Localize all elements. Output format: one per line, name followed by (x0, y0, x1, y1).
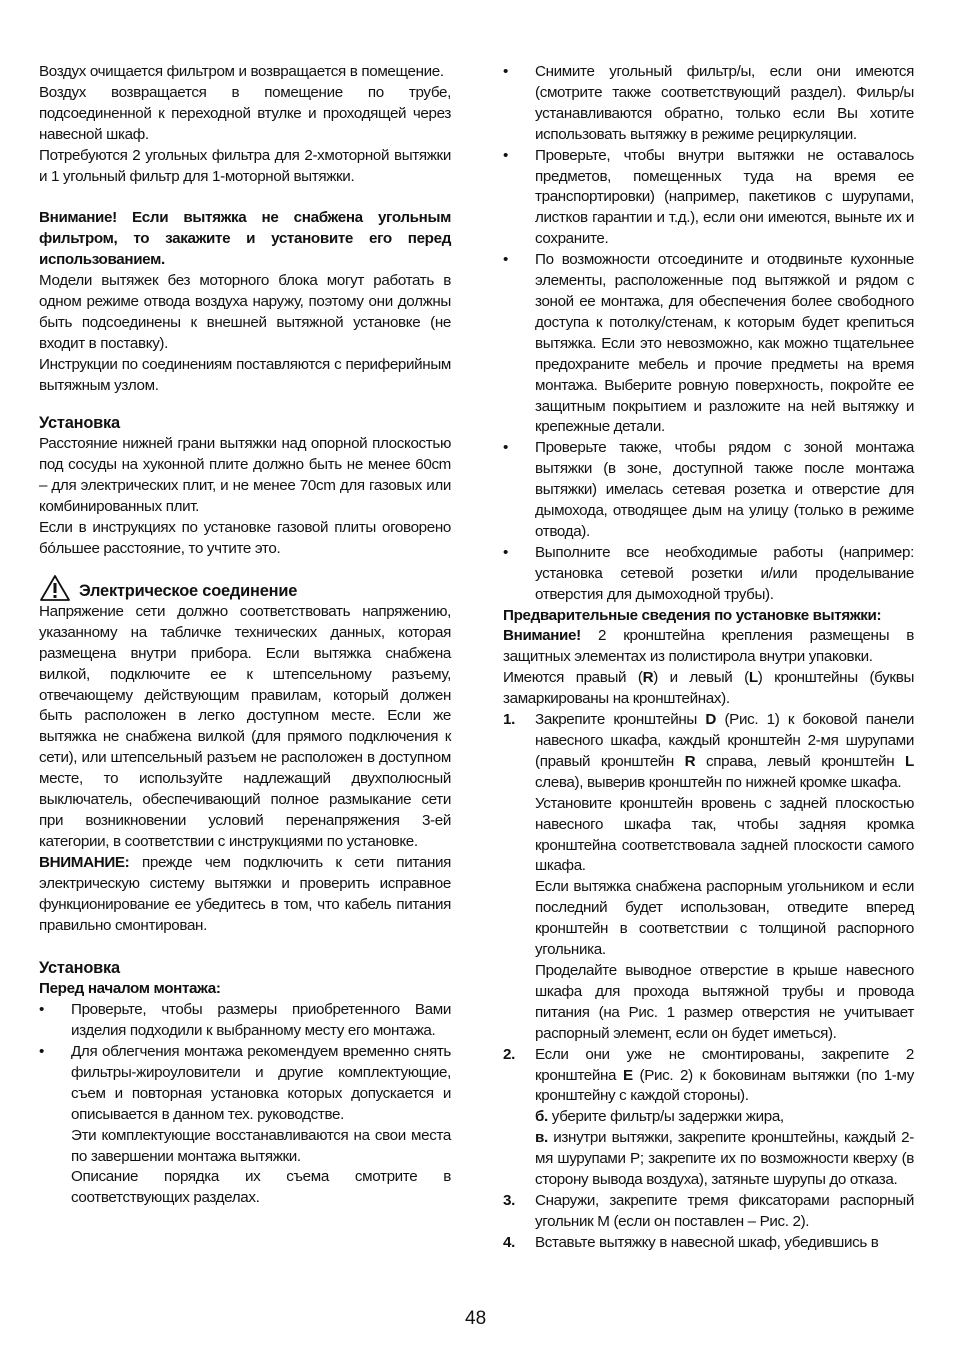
models-paragraph: Модели вытяжек без моторного блока могут работать в одном режиме отвода воздуха наружу, поэтому они должны быть подсоединены к внешней вытяжной установке (не входит в поставку). (39, 272, 451, 352)
before-install-title: Перед началом монтажа: (39, 980, 221, 998)
prelim-paragraph: Внимание! 2 кронштейна крепления размещены в защитных элементах из полистирола внутри упаковки. (503, 627, 914, 666)
bullet-mark: • (39, 1043, 44, 1061)
step-4: 4. Вставьте вытяжку в навесной шкаф, убедившись в (503, 1233, 879, 1251)
list-item: • Для облегчения монтажа рекомендуем временно снять фильтры-жироуловители и другие комплектующие, съем и повторная установка которых допускается и описывается в данном тех. руководстве. Эти комплектующие восстанавливаются на свои места по завершении монтажа вытяжки. Описание порядка их съема смотрите в соответствующих разделах. (39, 1043, 451, 1207)
install-distance-paragraph: Расстояние нижней грани вытяжки над опорной плоскостью под сосуды на хуконной плите должно быть не менее 60cm – для электрических плит, и не менее 70cm для газовых или комбинированных плит. (39, 435, 451, 516)
electric-paragraph: Напряжение сети должно соответствовать напряжению, указанному на табличке технических данных, которая размещена внутри прибора. Если вытяжка снабжена вилкой, подключите ее к штепсельному разъему, отвечающему действующим правилам, который должен быть расположен в легко доступном месте. Если же вытяжка не снабжена вилкой (для прямого подключения к сети), или штепсельный разъем не расположен в доступном месте, то используйте надлежащий двухполюсный выключатель, обеспечивающий полное размыкание сети при возникновении условий перенапряжения 3-ей категории, в соответствии с инструкциями по установке. (39, 602, 451, 850)
list-item: • Проверьте, чтобы размеры приобретенного Вами изделия подходили к выбранному месту его монтажа. (39, 1001, 451, 1040)
attention-paragraph: ВНИМАНИЕ: прежде чем подключить к сети питания электрическую систему вытяжки и проверить исправное функционирование ее убедитесь в том, что кабель питания правильно смонтирован. (39, 853, 451, 934)
left-bullet-list (39, 1000, 451, 1209)
step-2: 2. Если они уже не смонтированы, закрепите 2 кронштейна E (Рис. 2) к боковинам вытяжки (по 1-му кронштейну с каждой стороны). б. уберите фильтр/ы задержки жира, в. изнутри вытяжки, закрепите кронштейны, каждый 2-мя шурупами P; закрепите их по возможности кверху (в сторону вывода воздуха), затяньте шурупы до отказа. (503, 1045, 915, 1189)
prelim-title: Предварительные сведения по установке вытяжки: (503, 606, 882, 624)
brackets-paragraph: Имеются правый (R) и левый (L) кронштейны (буквы замаркированы на кронштейнах). (503, 669, 915, 708)
right-column (503, 62, 914, 1254)
bullet-mark: • (39, 1001, 44, 1019)
list-item: • Снимите угольный фильтр/ы, если они имеются (смотрите также соответствующий раздел). Фильр/ы устанавливаются обратно, только если Вы хотите использовать вытяжку в режиме рециркуляции. (503, 63, 914, 143)
intro-paragraph-2: Воздух возвращается в помещение по трубе, подсоединенной к переходной втулке и проходящей через навесной шкаф. (39, 83, 451, 143)
step-1: 1. Закрепите кронштейны D (Рис. 1) к боковой панели навесного шкафа, каждый кронштейн 2-мя шурупами (правый кронштейн R справа, левый кронштейн L слева), выверив кронштейн по нижней кромке шкафа. Установите кронштейн вровень с задней плоскостью навесного шкафа так, чтобы задняя кромка кронштейна соответствовала задней плоскости самого шкафа. Если вытяжка снабжена распорным угольником и если последний будет использован, отведите вперед кронштейн в соответствии с толщиной распорного угольника. Проделайте выводное отверстие в крыше навесного шкафа для прохода вытяжной трубы и провода питания (на Рис. 1 размер отверстия не учитывает распорный элемент, если он будет иметься). (503, 711, 914, 1042)
page-number: 48 (465, 1308, 487, 1329)
section-title-electric: Электрическое соединение (79, 581, 298, 600)
electric-heading (39, 570, 451, 602)
warning-bold: Внимание! Если вытяжка не снабжена угольным фильтром, то закажите и установите его перед использованием. (39, 209, 451, 269)
left-column (39, 62, 451, 1209)
section-title-install-2: Установка (39, 959, 120, 978)
install-gas-paragraph: Если в инструкциях по установке газовой плиты оговорено бóльшее расстояние, то учтите это. (39, 519, 451, 558)
intro-paragraph-1: Воздух очищается фильтром и возвращается в помещение. (39, 63, 444, 80)
steps-list (503, 710, 914, 1254)
attention-label: ВНИМАНИЕ: (39, 853, 130, 871)
list-item: • По возможности отсоедините и отодвиньте кухонные элементы, расположенные под вытяжкой и рядом с зоной ее монтажа, для обеспечения более свободного доступа к потолку/стенам, к которым будет крепиться вытяжка. Если это невозможно, как можно тщательнее предохраните мебель и прочие предметы на время монтажа. Выберите ровную поверхность, покройте ее защитным покрытием и разложите на ней вытяжку и крепежные детали. (503, 251, 914, 436)
intro-paragraph-3: Потребуются 2 угольных фильтра для 2-хмоторной вытяжки и 1 угольный фильтр для 1-моторной вытяжки. (39, 146, 451, 185)
instructions-paragraph: Инструкции по соединениям поставляются с периферийным вытяжным узлом. (39, 355, 451, 394)
step-3: 3. Снаружи, закрепите тремя фиксаторами распорный угольник M (если он поставлен – Рис. 2). (503, 1191, 914, 1230)
section-title-install: Установка (39, 414, 120, 433)
warning-triangle-icon (39, 574, 71, 602)
list-item: • Проверьте также, чтобы рядом с зоной монтажа вытяжки (в зоне, доступной также после монтажа вытяжки) имелась сетевая розетка и отверстие для дымохода, отводящее дым на улицу (только в режиме отвода). (503, 439, 914, 540)
right-bullet-list (503, 62, 914, 606)
list-item: • Выполните все необходимые работы (например: установка сетевой розетки и/или проделывание отверстия для дымоходной трубы). (503, 543, 914, 603)
list-item: • Проверьте, чтобы внутри вытяжки не оставалось предметов, помещенных туда на время ее транспортировки) (например, пакетиков с шурупами, листков гарантии и т.д.), если они имеются, выньте их и сохраните. (503, 146, 914, 248)
